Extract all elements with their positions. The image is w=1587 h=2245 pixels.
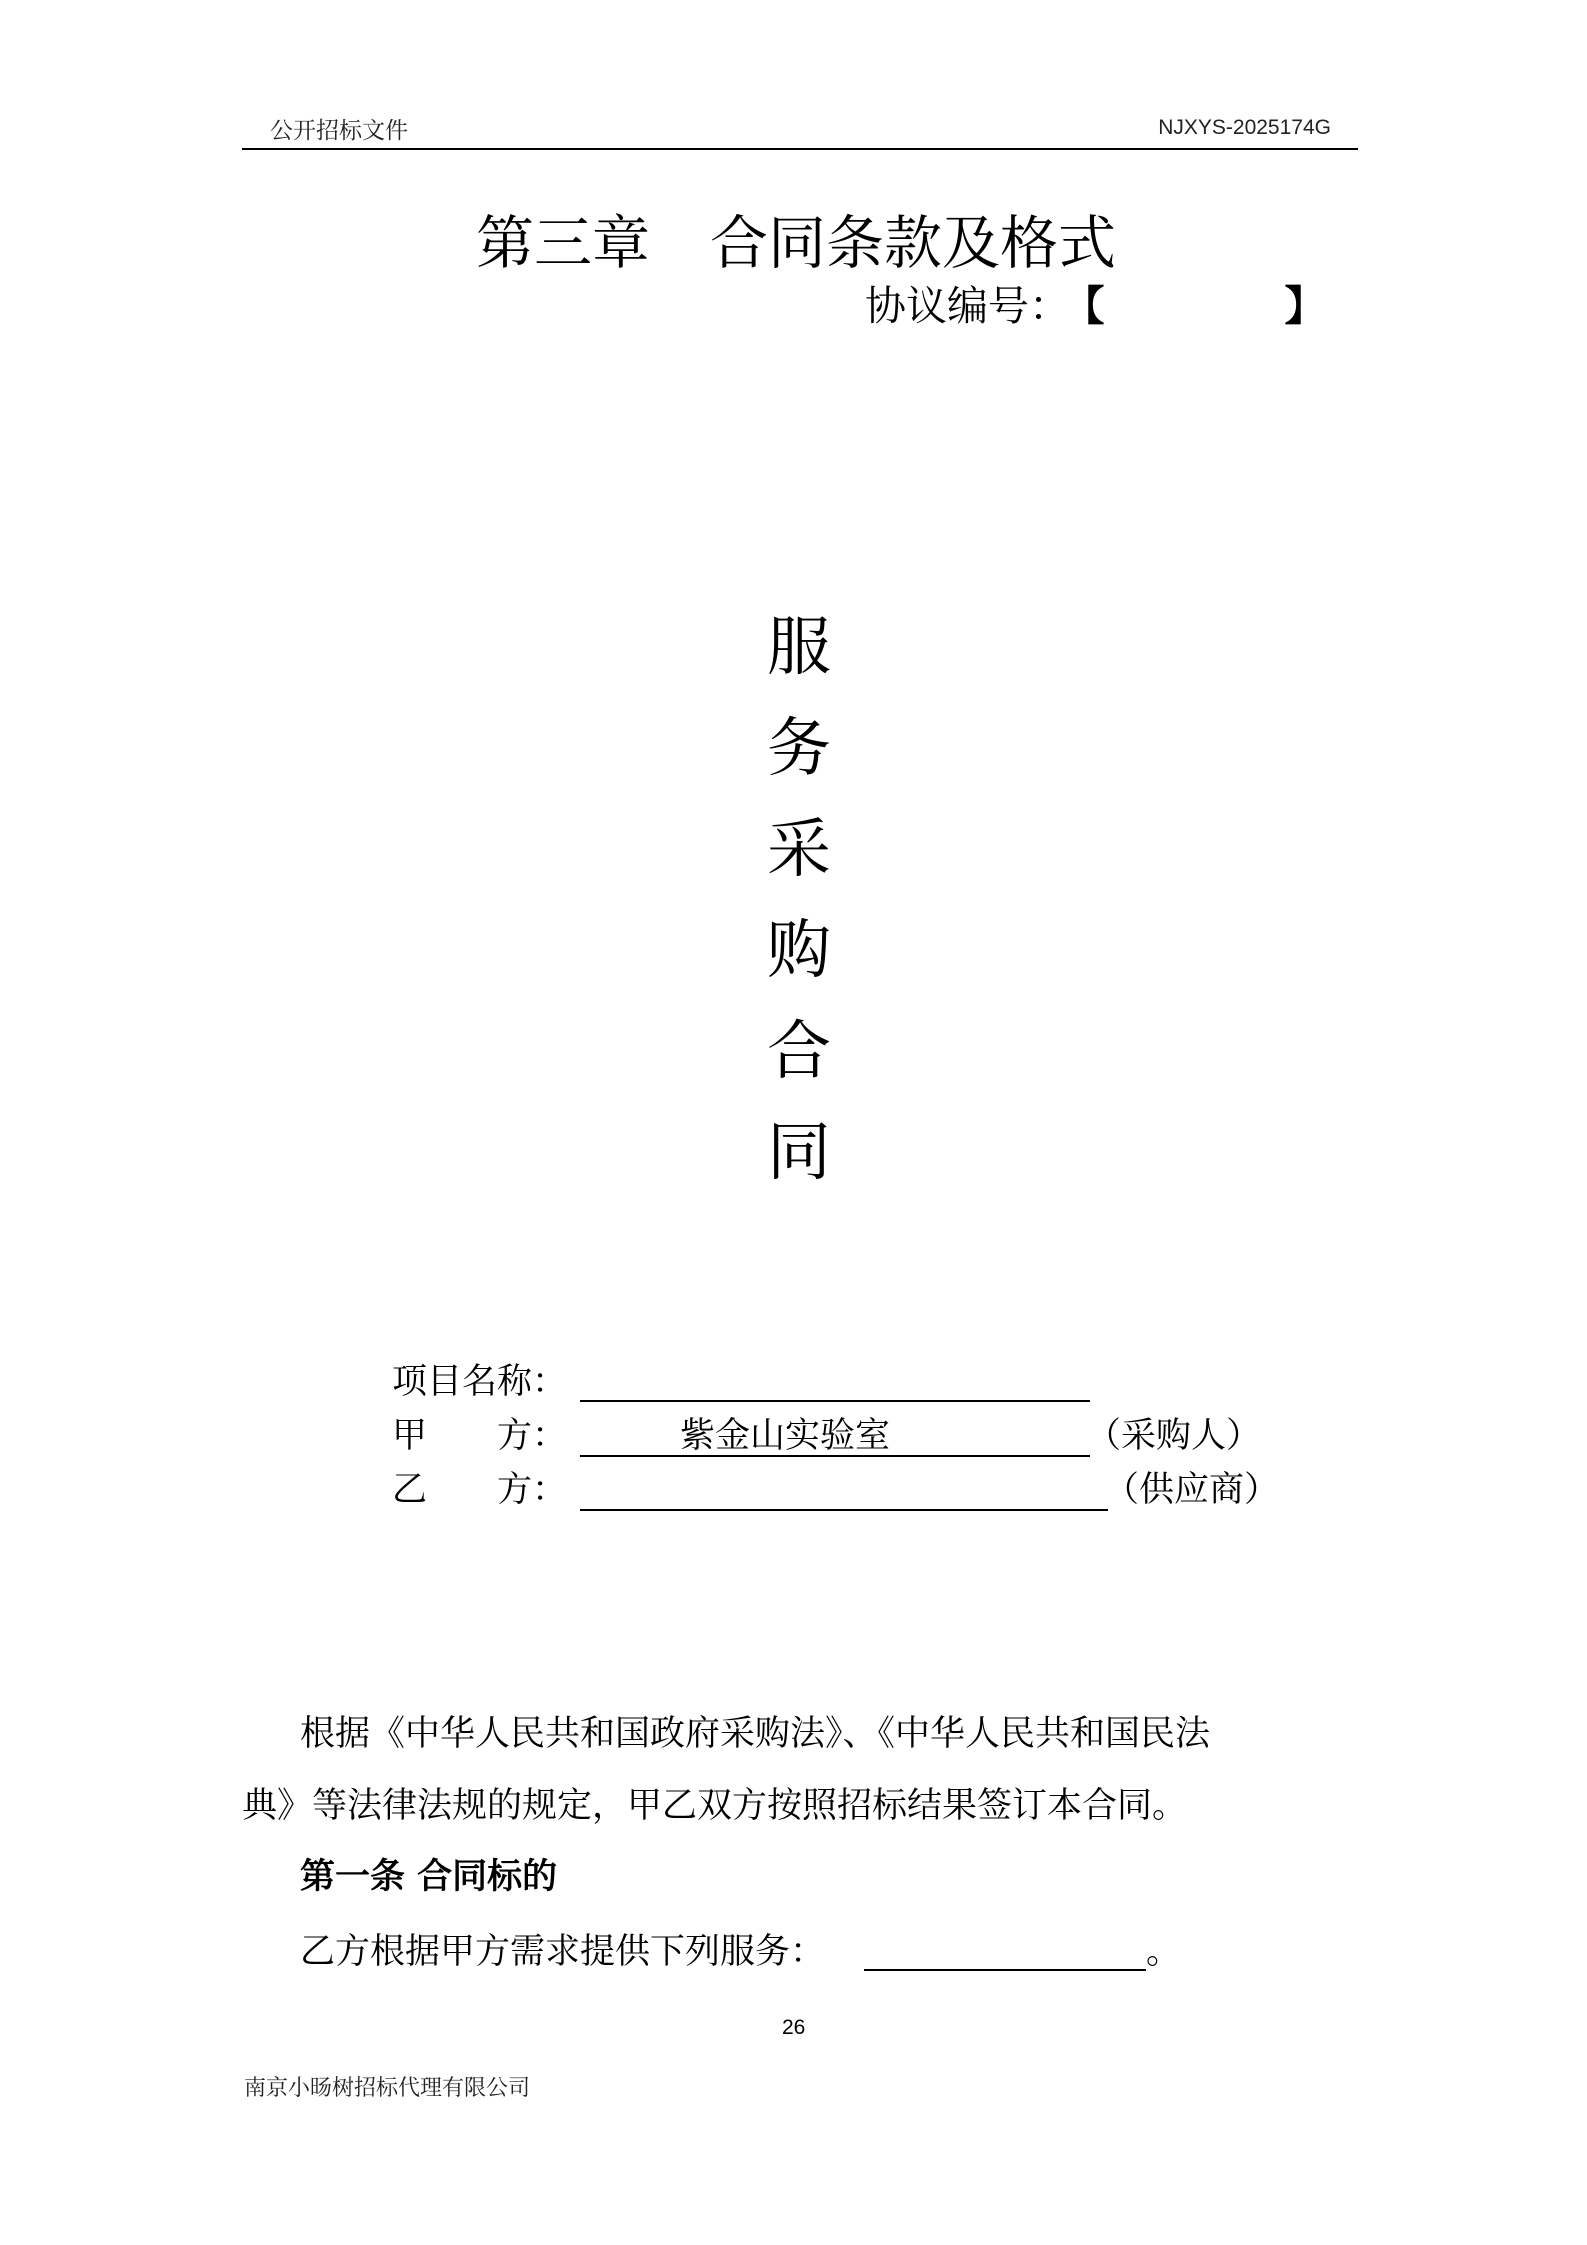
preamble-line-1: 根据《中华人民共和国政府采购法》、《中华人民共和国民法 (300, 1714, 1211, 1754)
article-1-end: 。 (1146, 1932, 1182, 1972)
chapter-title (476, 196, 1116, 280)
party-b-role: （供应商） (1104, 1470, 1280, 1510)
main-title-char: 采 (767, 813, 831, 887)
header-doc-number: NJXYS-2025174G (1158, 116, 1331, 139)
party-a-role: （采购人） (1086, 1416, 1262, 1456)
main-title (764, 598, 834, 1204)
chapter-number: 第三章 (476, 209, 651, 277)
preamble-line-2: 典》等法律法规的规定，甲乙双方按照招标结果签订本合同。 (242, 1786, 1188, 1826)
agreement-number-label: 协议编号： (865, 282, 1070, 330)
page-number: 26 (782, 2016, 806, 2039)
party-a-field[interactable] (580, 1455, 1090, 1457)
agreement-number (865, 273, 1326, 332)
chapter-name: 合同条款及格式 (710, 209, 1117, 277)
project-name-label: 项目名称： (392, 1362, 568, 1402)
agreement-bracket-open: 【 (1084, 282, 1105, 330)
header-divider (242, 148, 1358, 150)
agreement-bracket-close: 】 (1284, 282, 1326, 330)
party-b-label: 乙 方： (392, 1470, 568, 1510)
main-title-char: 服 (767, 611, 831, 685)
article-1-text: 乙方根据甲方需求提供下列服务： (300, 1932, 826, 1972)
party-b-field[interactable] (580, 1509, 1108, 1511)
main-title-char: 同 (767, 1116, 831, 1190)
main-title-char: 购 (767, 914, 831, 988)
project-name-field[interactable] (580, 1400, 1090, 1402)
main-title-char: 合 (767, 1015, 831, 1089)
main-title-char: 务 (767, 712, 831, 786)
footer-company: 南京小旸树招标代理有限公司 (244, 2076, 531, 2101)
party-a-label: 甲 方： (392, 1416, 568, 1456)
article-1-heading: 第一条 合同标的 (300, 1857, 558, 1897)
party-a-value: 紫金山实验室 (679, 1416, 890, 1456)
service-field[interactable] (864, 1969, 1146, 1971)
header-doc-type: 公开招标文件 (270, 118, 408, 144)
